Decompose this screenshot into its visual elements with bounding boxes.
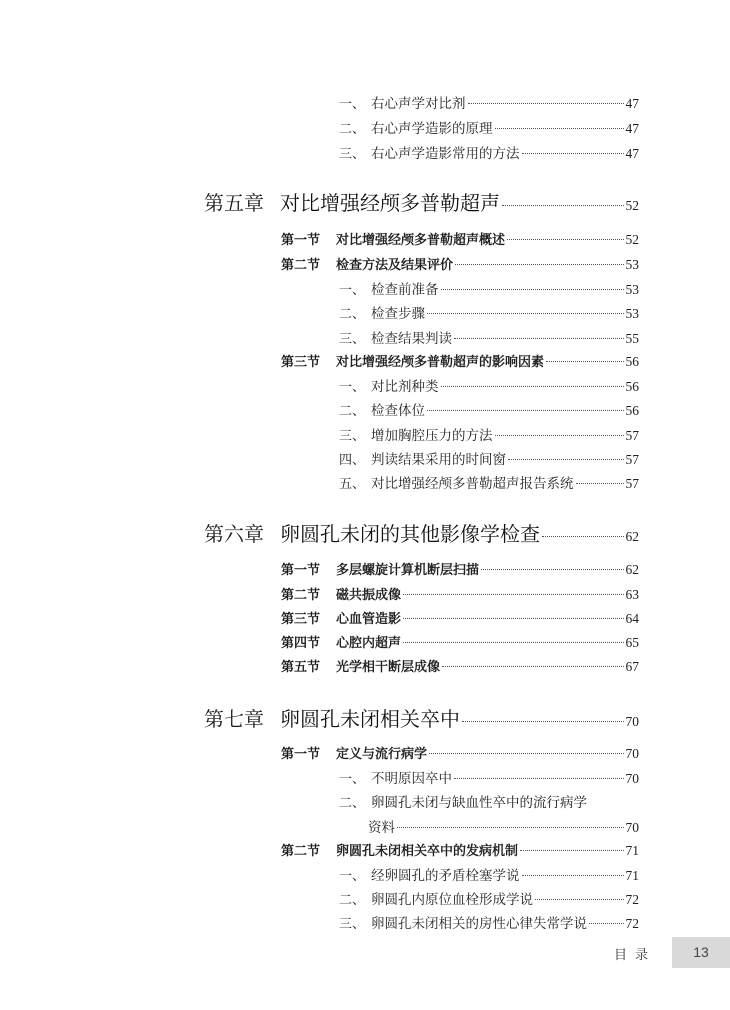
leader-dots	[454, 778, 623, 779]
item-number: 一、	[339, 97, 366, 112]
item-title: 检查结果判读	[371, 331, 453, 347]
page-number: 52	[625, 232, 639, 247]
item-title: 卵圆孔内原位血栓形成学说	[371, 892, 534, 908]
section-title: 磁共振成像	[336, 588, 402, 603]
item-number: 五、	[339, 477, 366, 492]
toc-item[interactable]	[339, 448, 639, 468]
item-number: 一、	[339, 772, 366, 787]
toc-section[interactable]	[281, 254, 639, 273]
item-title: 卵圆孔未闭与缺血性卒中的流行病学	[371, 795, 588, 811]
section-number: 第三节	[281, 612, 321, 627]
leader-dots	[403, 618, 623, 619]
item-title: 检查步骤	[371, 306, 426, 322]
item-title: 判读结果采用的时间窗	[371, 452, 507, 468]
item-number: 三、	[339, 332, 366, 347]
page-number: 67	[625, 659, 639, 674]
leader-dots	[397, 827, 624, 828]
item-number: 三、	[339, 917, 366, 932]
section-title: 对比增强经颅多普勒超声的影响因素	[336, 355, 545, 370]
page-number: 71	[625, 868, 639, 883]
toc-section[interactable]	[281, 840, 639, 859]
item-number: 二、	[339, 307, 366, 322]
leader-dots	[520, 850, 623, 851]
chapter-number: 第六章	[204, 522, 264, 546]
leader-dots	[403, 594, 623, 595]
page-number: 72	[625, 916, 639, 931]
item-number: 二、	[339, 404, 366, 419]
page-number: 57	[625, 476, 639, 491]
leader-dots	[546, 361, 623, 362]
toc-section[interactable]	[281, 632, 639, 651]
toc-section[interactable]	[281, 559, 639, 578]
leader-dots	[429, 753, 623, 754]
item-title: 检查体位	[371, 403, 426, 419]
item-title: 检查前准备	[371, 282, 439, 298]
toc-item[interactable]	[339, 142, 639, 162]
item-title: 右心声学造影的原理	[371, 121, 493, 137]
toc-item[interactable]	[368, 816, 639, 836]
page-number: 53	[625, 306, 639, 321]
item-number: 三、	[339, 429, 366, 444]
item-number: 二、	[339, 893, 366, 908]
section-title: 心腔内超声	[336, 636, 402, 651]
chapter-title: 卵圆孔未闭相关卒中	[280, 707, 460, 731]
section-title: 心血管造影	[336, 612, 402, 627]
leader-dots	[495, 435, 624, 436]
leader-dots	[441, 386, 624, 387]
toc-item[interactable]	[339, 912, 639, 932]
leader-dots	[522, 875, 624, 876]
chapter-title: 对比增强经颅多普勒超声	[280, 191, 500, 215]
footer-section-label: 目录	[614, 948, 657, 963]
leader-dots	[442, 666, 623, 667]
section-title: 卵圆孔未闭相关卒中的发病机制	[336, 844, 519, 859]
leader-dots	[589, 923, 623, 924]
toc-section[interactable]	[281, 351, 639, 370]
leader-dots	[468, 103, 624, 104]
page-number: 56	[625, 379, 639, 394]
page-number: 64	[625, 611, 639, 626]
page-number: 47	[625, 146, 639, 161]
chapter-title: 卵圆孔未闭的其他影像学检查	[280, 522, 540, 546]
item-number: 一、	[339, 283, 366, 298]
page-number: 70	[625, 820, 639, 835]
toc-section[interactable]	[281, 656, 639, 675]
section-title: 检查方法及结果评价	[336, 258, 454, 273]
section-number: 第一节	[281, 563, 321, 578]
section-number: 第二节	[281, 844, 321, 859]
leader-dots	[542, 536, 624, 537]
toc-item[interactable]	[339, 327, 639, 347]
section-number: 第一节	[281, 233, 321, 248]
toc-item[interactable]	[339, 864, 639, 884]
leader-dots	[502, 205, 624, 206]
toc-item[interactable]	[339, 424, 639, 444]
page-number: 63	[625, 587, 639, 602]
toc-item[interactable]	[339, 278, 639, 298]
item-number: 一、	[339, 869, 366, 884]
toc-item[interactable]	[339, 117, 639, 137]
toc-item[interactable]	[339, 302, 639, 322]
page-number: 47	[625, 121, 639, 136]
page-number: 47	[625, 96, 639, 111]
item-number: 四、	[339, 453, 366, 468]
section-title: 光学相干断层成像	[336, 660, 441, 675]
item-title: 右心声学对比剂	[371, 96, 466, 112]
page-number: 57	[625, 428, 639, 443]
leader-dots	[454, 338, 623, 339]
item-title: 对比增强经颅多普勒超声报告系统	[371, 476, 574, 492]
toc-chapter[interactable]	[204, 518, 639, 547]
item-number: 二、	[339, 122, 366, 137]
leader-dots	[403, 642, 623, 643]
toc-chapter[interactable]	[204, 703, 639, 732]
toc-section[interactable]	[281, 608, 639, 627]
section-title: 多层螺旋计算机断层扫描	[336, 563, 480, 578]
page-number: 72	[625, 892, 639, 907]
toc-item[interactable]	[339, 375, 639, 395]
toc-item[interactable]	[339, 767, 639, 787]
leader-dots	[427, 410, 623, 411]
item-number: 三、	[339, 147, 366, 162]
page-number: 52	[625, 198, 639, 213]
item-title: 对比剂种类	[371, 379, 439, 395]
leader-dots	[441, 289, 624, 290]
leader-dots	[535, 899, 623, 900]
section-title: 对比增强经颅多普勒超声概述	[336, 233, 506, 248]
page-number: 70	[625, 746, 639, 761]
section-title: 定义与流行病学	[336, 747, 428, 762]
page-number: 65	[625, 635, 639, 650]
item-title: 增加胸腔压力的方法	[371, 428, 493, 444]
page-number: 62	[625, 562, 639, 577]
item-title: 不明原因卒中	[371, 771, 453, 787]
leader-dots	[507, 239, 623, 240]
page-number: 55	[625, 331, 639, 346]
toc-section[interactable]	[281, 584, 639, 603]
section-number: 第二节	[281, 588, 321, 603]
chapter-number: 第七章	[204, 707, 264, 731]
section-number: 第二节	[281, 258, 321, 273]
page-number: 53	[625, 257, 639, 272]
leader-dots	[427, 313, 623, 314]
leader-dots	[455, 264, 623, 265]
toc-item[interactable]	[339, 888, 639, 908]
toc-section[interactable]	[281, 743, 639, 762]
item-title: 右心声学造影常用的方法	[371, 146, 520, 162]
footer-page-number: 13	[693, 944, 709, 960]
toc-chapter[interactable]	[204, 187, 639, 216]
leader-dots	[508, 459, 623, 460]
toc-item[interactable]	[339, 92, 639, 112]
item-number: 二、	[339, 796, 366, 811]
leader-dots	[576, 483, 624, 484]
section-number: 第四节	[281, 636, 321, 651]
leader-dots	[462, 721, 624, 722]
page-number: 53	[625, 282, 639, 297]
leader-dots	[481, 569, 623, 570]
section-number: 第五节	[281, 660, 321, 675]
item-title: 经卵圆孔的矛盾栓塞学说	[371, 868, 520, 884]
item-number: 一、	[339, 380, 366, 395]
page-number: 57	[625, 452, 639, 467]
toc-item[interactable]	[339, 399, 639, 419]
toc-section[interactable]	[281, 229, 639, 248]
section-number: 第三节	[281, 355, 321, 370]
item-title-continuation: 资料	[368, 820, 395, 836]
toc-item[interactable]	[339, 472, 639, 492]
toc-item-first-line[interactable]	[339, 791, 587, 811]
leader-dots	[495, 128, 624, 129]
chapter-number: 第五章	[204, 191, 264, 215]
page-number: 71	[625, 843, 639, 858]
item-title: 卵圆孔未闭相关的房性心律失常学说	[371, 916, 588, 932]
section-number: 第一节	[281, 747, 321, 762]
page-number: 70	[625, 771, 639, 786]
page-number: 56	[625, 354, 639, 369]
leader-dots	[522, 153, 624, 154]
page-number: 56	[625, 403, 639, 418]
page-number: 70	[625, 714, 639, 729]
page-number: 62	[625, 529, 639, 544]
